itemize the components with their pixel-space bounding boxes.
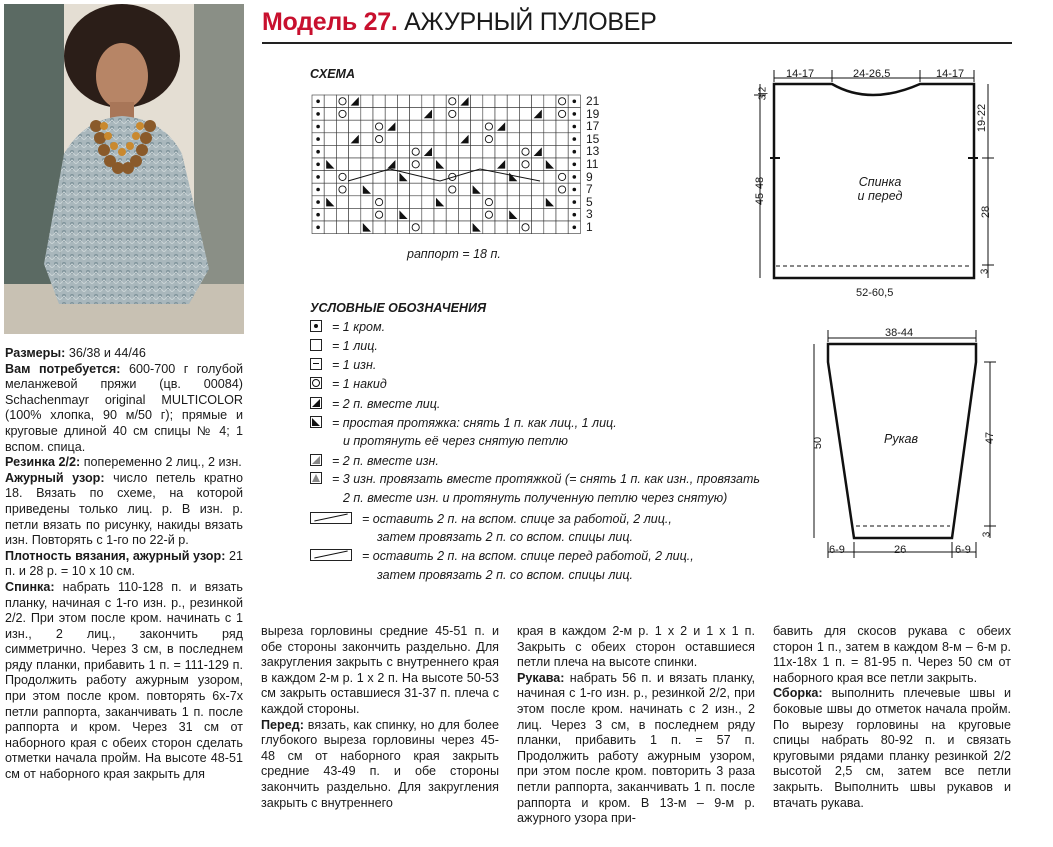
row-number: 1 — [586, 219, 593, 234]
legend-text: = 1 накид — [332, 377, 387, 391]
legend-item — [310, 454, 439, 468]
back-text: набрать 110-128 п. и вязать планку, начиная с 1-го изн. р., резинкой 2/2. При этом после кром. начинать с 1 изн., 2 лиц., закончить ряд симметрично. Через 3 см, в последнем ряду планки, прибавить 1 п. = 111-129 п. Продолжить работу ажурным узором, при этом после кром. повторять 6х-7х петли раппорта, заканчивать 1 п. после раппорта и кром. Через 31 см от наборного края с обеих сторон сделать отметки начала пройм. На высоте 48-51 см от наборного края закрыть для — [5, 579, 243, 782]
row-number: 7 — [586, 182, 593, 197]
sleeve-bottom-mid-dim: 26 — [894, 544, 907, 556]
body-top-right-dim: 14-17 — [936, 68, 965, 80]
row-number: 9 — [586, 169, 593, 184]
legend-text: затем провязать 2 п. со вспом. спицы лиц. — [377, 530, 633, 544]
repeat-note: раппорт = 18 п. — [407, 247, 501, 261]
legend-text: = 1 лиц. — [332, 339, 378, 353]
lace-paragraph — [5, 471, 243, 549]
sizes-label: Размеры: — [5, 346, 66, 360]
materials-paragraph — [5, 362, 243, 456]
legend-text: = 2 п. вместе изн. — [332, 454, 439, 468]
legend-text: = 2 п. вместе лиц. — [332, 397, 441, 411]
body-right-upper-dim: 19-22 — [976, 103, 989, 133]
sleeves-text: набрать 56 п. и вязать планку, начиная с 1-го изн. р., резинкой 2/2, при этом после кром. начинать с 2 изн., 2 лиц. Через 3 см, в последнем ряду планки, прибавить 1 п. = 57 п. Продолжить работу ажурным узором, при этом после кром. повторить 3 раза петли раппорта, заканчивать 1 п. после раппорта и кром. В 13-м – 9-м р. ажурного узора при- — [517, 670, 755, 826]
body-top-mid-dim: 24-26,5 — [853, 68, 891, 80]
legend-text: = простая протяжка: снять 1 п. как лиц., 1 лиц. — [332, 416, 617, 430]
back-label: Спинка: — [5, 579, 55, 594]
text-column-2 — [261, 624, 499, 811]
body-label — [855, 175, 905, 203]
sleeve-label: Рукав — [884, 432, 918, 446]
lace-label: Ажурный узор: — [5, 470, 105, 485]
body-bottom-dim: 52-60,5 — [856, 287, 894, 299]
edge-stitch-icon — [310, 320, 322, 332]
legend-text: и протянуть её через снятую петлю — [343, 434, 568, 448]
lace-text: число петель кратно 18. Вязать по схеме, на которой приведены только лиц. р. В изн. р. петли вязать по рисунку, накиды вязать изн. Повторять с 1-го по 22-й р. — [5, 470, 243, 548]
density-text: 21 п. и 28 р. = 10 х 10 см. — [5, 548, 243, 579]
density-label: Плотность вязания, ажурный узор: — [5, 548, 226, 563]
body-left-small-dim: 3|2 — [757, 86, 769, 101]
legend-item — [310, 416, 617, 430]
assembly-text: выполнить плечевые швы и боковые швы до отметок начала пройм. По вырезу горловины на круговые спицы набрать 80-92 п. и связать круговыми рядами планку резинкой 2/2 высотой 2,5 см, затем все петли закрыть. Выполнить швы рукавов и втачать рукава. — [773, 686, 1011, 810]
back-paragraph — [5, 580, 243, 783]
row-number: 11 — [586, 156, 599, 171]
sleeve-bottom-right-dim: 6-9 — [955, 544, 971, 556]
text-column-1 — [5, 346, 243, 783]
legend-item — [343, 434, 568, 448]
sleeves-paragraph — [517, 671, 755, 827]
model-photo — [4, 4, 244, 334]
schema-title: СХЕМА — [310, 67, 355, 81]
body-right-small-dim: 3 — [979, 268, 991, 275]
sleeve-bottom-left-dim: 6-9 — [829, 544, 845, 556]
legend-text: = 3 изн. провязать вместе протяжкой (= снять 1 п. как изн., провязать — [332, 472, 760, 486]
body-label-line2: и перед — [857, 189, 903, 203]
legend-text: = оставить 2 п. на вспом. спице за работой, 2 лиц., — [362, 512, 672, 526]
legend-item — [343, 491, 727, 505]
materials-label: Вам потребуется: — [5, 361, 121, 376]
title-rule — [262, 42, 1012, 44]
legend-text: 2 п. вместе изн. и протянуть полученную петлю через снятую) — [343, 491, 728, 505]
neckline-paragraph: выреза горловины средние 45-51 п. и обе стороны закончить раздельно. Для закругления закрыть с внутреннего края в каждом 2-м р. 1 х 2 п. На высоте 50-53 см закрыть оставшиеся 31-37 п. плеча с каждой стороны. — [261, 624, 499, 716]
materials-text: 600-700 г голубой меланжевой пряжи (цв. 00084) Schachenmayr original MULTICOLOR (100% хлопка, 90 м/50 г); прямые и круговые длиной 40 см спицы № 4; 1 вспом. спица. — [5, 361, 244, 454]
legend-text: затем провязать 2 п. со вспом. спицы лиц. — [377, 568, 633, 582]
row-number: 19 — [586, 106, 600, 121]
sleeves-label: Рукава: — [517, 670, 565, 685]
yarn-over-icon — [310, 377, 322, 389]
legend-text: = 1 изн. — [332, 358, 377, 372]
cable-front-icon — [310, 549, 352, 561]
legend-text: = оставить 2 п. на вспом. спице перед работой, 2 лиц., — [362, 549, 694, 563]
legend-item — [310, 549, 694, 563]
rib-text: попеременно 2 лиц., 2 изн. — [83, 455, 242, 470]
front-paragraph — [261, 718, 499, 812]
model-photo-illustration — [4, 4, 244, 334]
row-number: 21 — [586, 94, 600, 108]
legend-item — [377, 568, 633, 582]
front-text: вязать, как спинку, но для более глубокого выреза горловины через 45-48 см от наборного края закрыть средние 43-49 п. и обе стороны закончить раздельно. Для закругления закрыть с внутреннего — [261, 717, 500, 810]
p3tog-icon — [310, 472, 322, 484]
sleeve-shaping-paragraph: бавить для скосов рукава с обеих сторон 1 п., затем в каждом 8-м – 6-м р. 11х-18х 1 п. = 81-95 п. Через 50 см от наборного края все петли закрыть. — [773, 624, 1011, 685]
row-number: 5 — [586, 194, 593, 209]
page-title — [262, 8, 657, 37]
legend-item — [310, 339, 378, 353]
purl-icon — [310, 358, 322, 370]
cable-back-icon — [310, 512, 352, 524]
sleeve-right-small-dim: 3 — [981, 531, 993, 538]
rib-paragraph — [5, 455, 243, 471]
text-column-3 — [517, 624, 755, 827]
stitch-chart-grid — [310, 93, 585, 241]
p2tog-icon — [310, 454, 322, 466]
row-numbers — [586, 95, 606, 234]
legend-item — [377, 530, 633, 544]
k2tog-icon — [310, 397, 322, 409]
density-paragraph — [5, 549, 243, 580]
model-name: АЖУРНЫЙ ПУЛОВЕР — [404, 8, 657, 36]
sleeve-top-dim: 38-44 — [885, 327, 914, 339]
legend-item — [310, 472, 760, 486]
legend-item — [310, 358, 376, 372]
row-number: 17 — [586, 119, 600, 134]
legend-text: = 1 кром. — [332, 320, 386, 334]
row-number: 13 — [586, 144, 600, 159]
body-left-total-dim: 45-48 — [754, 176, 767, 206]
sizes-text: 36/38 и 44/46 — [68, 346, 146, 360]
stitch-chart — [310, 93, 585, 246]
body-label-line1: Спинка — [858, 175, 902, 189]
sizes-paragraph — [5, 346, 243, 362]
body-right-lower-dim: 28 — [980, 205, 993, 219]
shoulder-paragraph: края в каждом 2-м р. 1 х 2 и 1 х 1 п. Закрыть с обеих сторон оставшиеся петли плеча на высоте спинки. — [517, 624, 755, 670]
sleeve-left-dim: 50 — [812, 436, 825, 450]
front-label: Перед: — [261, 717, 304, 732]
body-top-left-dim: 14-17 — [786, 68, 815, 80]
assembly-label: Сборка: — [773, 686, 823, 701]
row-number: 15 — [586, 131, 600, 146]
legend-item — [310, 397, 440, 411]
legend-item — [310, 320, 385, 334]
rib-label: Резинка 2/2: — [5, 455, 81, 470]
legend-item — [310, 377, 387, 391]
legend-title: УСЛОВНЫЕ ОБОЗНАЧЕНИЯ — [310, 301, 487, 315]
legend-item — [310, 512, 672, 526]
knit-icon — [310, 339, 322, 351]
ssk-icon — [310, 416, 322, 428]
assembly-paragraph — [773, 686, 1011, 811]
row-number: 3 — [586, 207, 593, 222]
text-column-4 — [773, 624, 1011, 811]
sleeve-right-dim: 47 — [984, 431, 997, 445]
model-number: Модель 27. — [262, 8, 398, 36]
